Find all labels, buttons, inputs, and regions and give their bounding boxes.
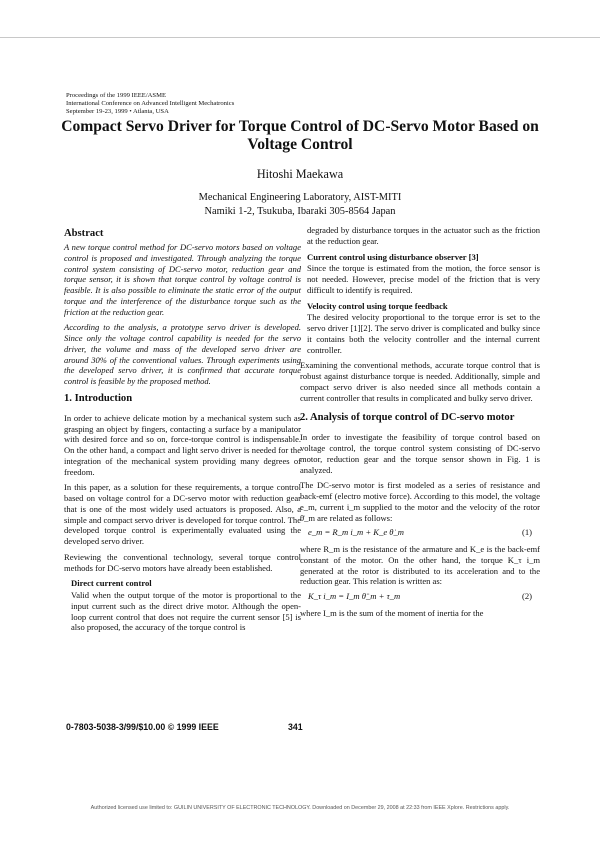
author-name: Hitoshi Maekawa xyxy=(256,167,344,181)
equation-expression: K_τ i_m = I_m θ̈_m + τ_m xyxy=(308,591,401,601)
equation-number: (1) xyxy=(521,527,532,538)
abstract-heading: Abstract xyxy=(64,228,104,239)
introduction-heading: 1. Introduction xyxy=(64,392,133,404)
body-paragraph: degraded by disturbance torques in the actuator such as the friction at the reduction gear. xyxy=(307,225,540,246)
abstract-paragraph: According to the analysis, a prototype servo driver is developed. Since only the voltage control capability is needed for the servo driver, the volume and mass of the developed servo driver are around 30% of the conventional values. Through experiments using the developed servo driver, it is confirmed that accurate torque control is feasible by the proposed method. xyxy=(64,322,301,386)
proceedings-header xyxy=(66,92,234,117)
right-column xyxy=(300,225,540,624)
equation-1 xyxy=(300,527,540,538)
body-paragraph: In order to achieve delicate motion by a mechanical system such as grasping an object by fingers, contacting a surface by a manipulator with desired force and so on, force-torque control is indispensable. On the other hand, a compact and light servo driver is needed for the integration of the mechanical system providing many degrees of freedom. xyxy=(64,412,301,477)
authorization-notice: Authorized licensed use limited to: GUILIN UNIVERSITY OF ELECTRONIC TECHNOLOGY. Downloaded on December 29, 2008 at 22:33 from IEEE Xplore. Restrictions apply. xyxy=(90,805,510,811)
body-paragraph: Since the torque is estimated from the motion, the force sensor is not needed. However, precise model of the friction that is very difficult to identify is required. xyxy=(307,263,540,295)
proceedings-line: September 19-23, 1999 • Atlanta, USA xyxy=(66,108,169,116)
affiliation-line: Namiki 1-2, Tsukuba, Ibaraki 305-8564 Japan xyxy=(204,205,396,217)
section-2-heading: 2. Analysis of torque control of DC-servo motor xyxy=(300,412,515,424)
body-paragraph: Examining the conventional methods, accurate torque control that is robust against disturbance torque is needed. Additionally, simple and compact servo driver is also needed since all methods contain a current controller that results in complicated and bulky servo driver. xyxy=(300,360,540,403)
proceedings-line: International Conference on Advanced Intelligent Mechatronics xyxy=(66,100,235,108)
equation-2 xyxy=(300,591,540,602)
page-number: 341 xyxy=(288,722,303,732)
body-paragraph: where I_m is the sum of the moment of inertia for the xyxy=(300,607,484,618)
paper-title: Compact Servo Driver for Torque Control of DC-Servo Motor Based on Voltage Control xyxy=(61,118,539,153)
affiliation-line: Mechanical Engineering Laboratory, AIST-MITI xyxy=(198,192,402,203)
equation-number: (2) xyxy=(521,591,532,601)
body-paragraph: Reviewing the conventional technology, several torque control methods for DC-servo motors have already been established. xyxy=(64,551,301,573)
abstract-paragraph: A new torque control method for DC-servo motors based on voltage control is proposed and investigated. Through analyzing the torque control system consisting of DC-servo motor, reduction gear and torque sensor, it is shown that torque control by voltage control is feasible. It is also possible to eliminate the static error of the output torque and the interference of the disturbance torque such as the friction at the reduction gear. xyxy=(64,242,301,317)
body-paragraph: The DC-servo motor is first modeled as a series of resistance and back-emf (electro motive force). According to this model, the voltage e_m, current i_m supplied to the motor and the velocity of the rotor θ̇_m are related as follows: xyxy=(300,480,540,523)
body-paragraph: In order to investigate the feasibility of torque control based on voltage control, the torque control system consisting of DC-servo motor, reduction gear and the torque sensor shown in Fig. 1 is analyzed. xyxy=(300,432,540,475)
left-column xyxy=(64,225,301,638)
body-paragraph: where R_m is the resistance of the armature and K_e is the back-emf constant of the motor. On the other hand, the torque K_τ i_m generated at the rotor is distributed to its acceleration and to the reduction gear. This relation is written as: xyxy=(300,544,540,587)
equation-expression: e_m = R_m i_m + K_e θ̇_m xyxy=(308,527,405,538)
subheading: Direct current control xyxy=(71,578,152,589)
top-rule xyxy=(0,37,600,38)
body-paragraph: Valid when the output torque of the motor is proportional to the input current such as the direct drive motor. Although the open-loop current control that does not require the current sensor [5] is also proposed, the accuracy of the torque control is xyxy=(71,590,301,633)
continued-block xyxy=(300,225,540,355)
proceedings-line: Proceedings of the 1999 IEEE/ASME xyxy=(66,92,166,99)
subheading: Velocity control using torque feedback xyxy=(307,300,448,311)
body-paragraph: The desired velocity proportional to the torque error is set to the servo driver [1][2]. The servo driver is complicated and bulky since it contains both the velocity controller and the internal current controller. xyxy=(307,312,540,355)
body-paragraph: In this paper, as a solution for these requirements, a torque control based on voltage control for a DC-servo motor with reduction gear that is one of the most widely used actuators is proposed. Also, a simple and compact servo driver is developed for torque control. The developed torque control is experimentally evaluated using the developed servo driver. xyxy=(64,482,301,546)
subheading: Current control using disturbance observer [3] xyxy=(307,251,479,262)
footer-isbn: 0-7803-5038-3/99/$10.00 © 1999 IEEE xyxy=(66,722,219,732)
affiliation xyxy=(40,191,560,218)
direct-current-control-block xyxy=(64,578,301,633)
